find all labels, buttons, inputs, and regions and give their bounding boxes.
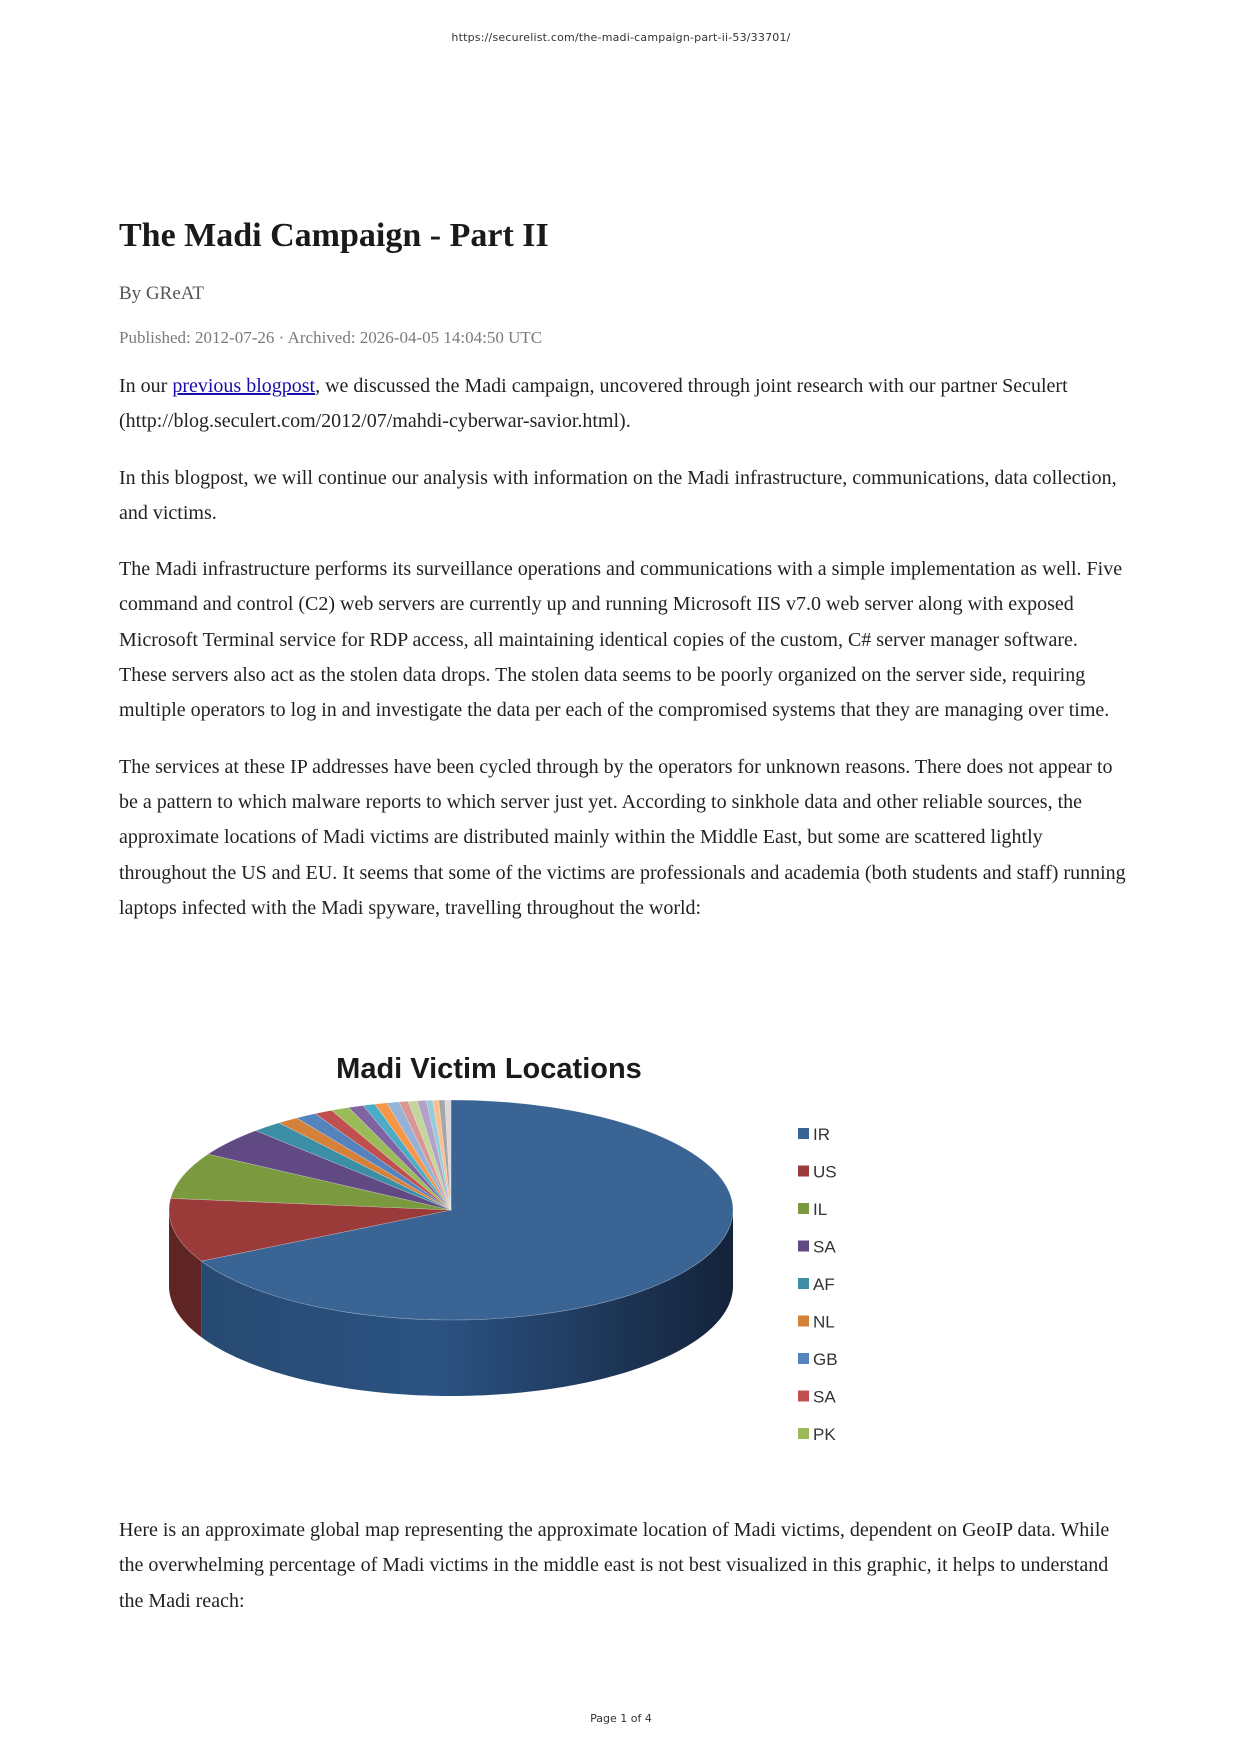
previous-blogpost-link[interactable]: previous blogpost <box>172 375 316 397</box>
paragraph-locations: The services at these IP addresses have been cycled through by the operators for unknown reasons. There does not appear to be a pattern to which malware reports to which server just yet. According to sinkhole data and other reliable sources, the approximate locations of Madi victims are distributed mainly within the Middle East, but some are scattered lightly throughout the US and EU. It seems that some of the victims are professionals and academia (both students and staff) running laptops infected with the Madi spyware, travelling throughout the world: <box>119 755 1126 919</box>
article-byline: By GReAT <box>119 283 204 304</box>
legend-label-il: IL <box>813 1200 828 1219</box>
legend-label-af: AF <box>813 1275 835 1294</box>
legend-swatch-af <box>798 1278 809 1289</box>
page-number: Page 1 of 4 <box>590 1712 652 1725</box>
legend-swatch-sa <box>798 1391 809 1402</box>
legend-swatch-sa <box>798 1241 809 1252</box>
intro-text-after: , we discussed the Madi campaign, uncovered through joint research with our partner Seculert (http://blog.seculert.com/2012/07/mahdi-cyberwar-savior.html). <box>119 375 1068 433</box>
article-title: The Madi Campaign - Part II <box>119 217 549 254</box>
legend-label-gb: GB <box>813 1350 838 1369</box>
chart-legend <box>798 1125 838 1444</box>
paragraph-intro <box>119 369 1129 440</box>
legend-swatch-us <box>798 1166 809 1177</box>
legend-label-nl: NL <box>813 1312 835 1332</box>
legend-swatch-il <box>798 1203 809 1214</box>
legend-swatch-pk <box>798 1428 809 1439</box>
pie-chart-svg <box>119 1034 879 1474</box>
article-meta: Published: 2012-07-26 · Archived: 2026-04-05 14:04:50 UTC <box>119 328 543 347</box>
page-url: https://securelist.com/the-madi-campaign-part-ii-53/33701/ <box>451 31 791 44</box>
legend-swatch-ir <box>798 1128 809 1139</box>
legend-swatch-gb <box>798 1353 809 1364</box>
legend-swatch-nl <box>798 1316 809 1327</box>
map-intro <box>119 1513 1129 1619</box>
article <box>119 210 1129 926</box>
paragraph-analysis: In this blogpost, we will continue our analysis with information on the Madi infrastructure, communications, data collection, and victims. <box>119 466 1117 524</box>
legend-label-pk: PK <box>813 1425 836 1444</box>
intro-text-before: In our <box>119 375 173 397</box>
legend-label-sa: SA <box>813 1387 836 1407</box>
victim-locations-chart <box>119 1034 879 1474</box>
legend-label-ir: IR <box>813 1125 830 1144</box>
paragraph-infrastructure: The Madi infrastructure performs its surveillance operations and communications with a simple implementation as well. Five command and control (C2) web servers are currently up and running Microsoft IIS v7.0 web server along with exposed Microsoft Terminal service for RDP access, all maintaining identical copies of the custom, C# server manager software. These servers also act as the stolen data drops. The stolen data seems to be poorly organized on the server side, requiring multiple operators to log in and investigate the data per each of the compromised systems that they are managing over time. <box>119 558 1123 722</box>
paragraph-map: Here is an approximate global map representing the approximate location of Madi victims, dependent on GeoIP data. While the overwhelming percentage of Madi victims in the middle east is not best visualized in this graphic, it helps to understand the Madi reach: <box>119 1519 1110 1612</box>
pie-slices <box>169 1100 733 1320</box>
legend-label-sa: SA <box>813 1237 836 1257</box>
legend-label-us: US <box>813 1162 837 1182</box>
chart-title: Madi Victim Locations <box>336 1053 642 1085</box>
